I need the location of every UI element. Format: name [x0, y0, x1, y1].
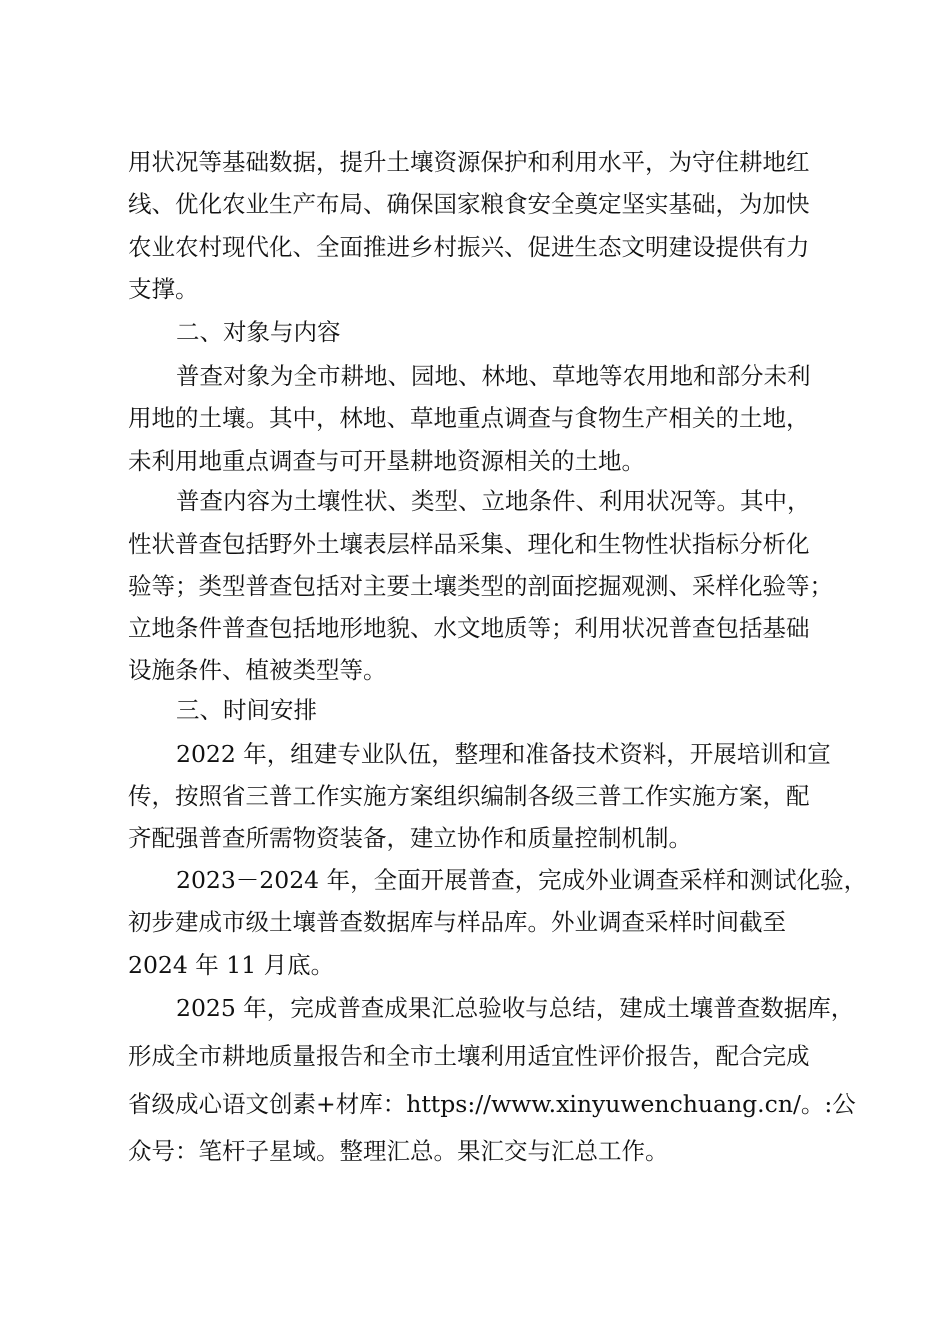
paragraph-line: 形成全市耕地质量报告和全市土壤利用适宜性评价报告，配合完成: [128, 1042, 810, 1070]
paragraph-line: 2024 年 11 月底。: [128, 951, 335, 979]
paragraph-line: 2022 年，组建专业队伍，整理和准备技术资料，开展培训和宣: [176, 740, 831, 768]
paragraph-line: 初步建成市级土壤普查数据库与样品库。外业调查采样时间截至: [128, 908, 786, 936]
section-heading: 二、对象与内容: [176, 318, 341, 346]
paragraph-line: 验等；类型普查包括对主要土壤类型的剖面挖掘观测、采样化验等；: [128, 572, 833, 600]
paragraph-line: 省级成心语文创素+材库：https://www.xinyuwenchuang.cn/。:公: [128, 1090, 856, 1118]
paragraph-line: 2025 年，完成普查成果汇总验收与总结，建成土壤普查数据库，: [176, 994, 855, 1022]
paragraph-line: 立地条件普查包括地形地貌、水文地质等；利用状况普查包括基础: [128, 614, 810, 642]
paragraph-line: 普查内容为土壤性状、类型、立地条件、利用状况等。其中，: [176, 487, 811, 515]
paragraph-line: 支撑。: [128, 275, 199, 303]
paragraph-line: 众号：笔杆子星域。整理汇总。果汇交与汇总工作。: [128, 1137, 669, 1165]
paragraph-line: 设施条件、植被类型等。: [128, 656, 387, 684]
paragraph-line: 未利用地重点调查与可开垦耕地资源相关的土地。: [128, 447, 645, 475]
paragraph-line: 用地的土壤。其中，林地、草地重点调查与食物生产相关的土地，: [128, 404, 810, 432]
paragraph-line: 线、优化农业生产布局、确保国家粮食安全奠定坚实基础，为加快: [128, 190, 810, 218]
paragraph-line: 用状况等基础数据，提升土壤资源保护和利用水平，为守住耕地红: [128, 148, 810, 176]
paragraph-line: 农业农村现代化、全面推进乡村振兴、促进生态文明建设提供有力: [128, 233, 810, 261]
section-heading: 三、时间安排: [176, 696, 317, 724]
paragraph-line: 性状普查包括野外土壤表层样品采集、理化和生物性状指标分析化: [128, 530, 810, 558]
paragraph-line: 齐配强普查所需物资装备，建立协作和质量控制机制。: [128, 824, 692, 852]
paragraph-line: 2023－2024 年，全面开展普查，完成外业调查采样和测试化验，: [176, 866, 868, 894]
paragraph-line: 普查对象为全市耕地、园地、林地、草地等农用地和部分未利: [176, 362, 811, 390]
paragraph-line: 传，按照省三普工作实施方案组织编制各级三普工作实施方案，配: [128, 782, 810, 810]
